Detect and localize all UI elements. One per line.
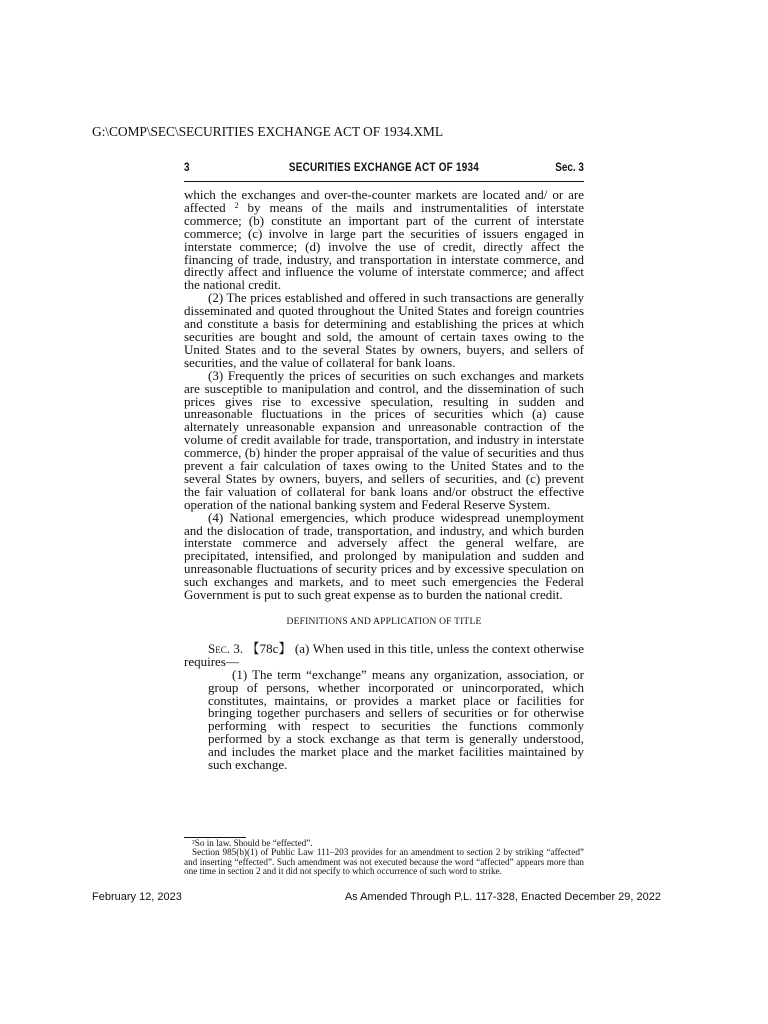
footer-date: February 12, 2023 <box>92 891 182 903</box>
header-rule <box>184 181 584 182</box>
paragraph-continued-text-a: which the exchanges and over-the-counter markets are located and/ or are affected <box>184 187 584 215</box>
footnote-note: Section 985(b)(1) of Public Law 111–203 provides for an amendment to section 2 by striking “affected” and inserting “effected”. Such amendment was not executed because the word “affected” appears more than one time in section 2 and it did not specify to which occurrence of such word to strike. <box>184 847 584 876</box>
document-body <box>184 189 584 772</box>
section-3-text: 【78c】 (a) When used in this title, unless the context otherwise requires— <box>184 640 584 669</box>
paragraph-continued <box>184 189 584 292</box>
footnotes <box>184 839 584 876</box>
page-number: 3 <box>184 162 190 174</box>
paragraph-4: (4) National emergencies, which produce widespread unemployment and the dislocation of trade, transportation, and industry, and which burden interstate commerce and adversely affect the general welfare, are precipitated, intensified, and prolonged by manipulation and sudden and unreasonable fluctuations of security prices and by excessive speculation on such exchanges and markets, and to meet such emergencies the Federal Government is put to such great expense as to burden the national credit. <box>184 509 584 603</box>
footnote-ref-2: 2 <box>234 200 239 210</box>
section-heading: DEFINITIONS AND APPLICATION OF TITLE <box>286 617 482 627</box>
footnote-2: ²So in law. Should be “effected”. <box>192 838 313 848</box>
paragraph-2: (2) The prices established and offered in such transactions are generally disseminated and quoted throughout the United States and foreign countries and constitute a basis for determining and establishing the prices at which securities are bought and sold, the amount of certain taxes owing to the United States and to the several States by owners, buyers, and sellers of securities, and the value of collateral for bank loans. <box>184 290 584 370</box>
paragraph-3: (3) Frequently the prices of securities on such exchanges and markets are susceptible to manipulation and control, and the dissemination of such prices gives rise to excessive speculation, resulting in sudden and unreasonable fluctuations in the prices of securities which (a) cause alternately unreasonable expansion and unreasonable contraction of the volume of credit available for trade, transportation, and industry in interstate commerce, (b) hinder the proper appraisal of the value of securities and thus prevent a fair calculation of taxes owing to the United States and to the several States by owners, buyers, and sellers of securities, and (c) prevent the fair valuation of collateral for bank loans and/or obstruct the effective operation of the national banking system and Federal Reserve System. <box>184 367 584 512</box>
definition-1: (1) The term “exchange” means any organization, association, or group of persons, whether incorporated or unincorporated, which constitutes, maintains, or provides a market place or facilities for bringing together purchasers and sellers of securities or for otherwise performing with respect to securities the functions commonly performed by a stock exchange as that term is generally understood, and includes the market place and the market facilities maintained by such exchange. <box>208 666 584 773</box>
section-3-label: Sec. 3. <box>208 640 244 656</box>
section-3-intro <box>184 640 584 669</box>
footer-amended: As Amended Through P.L. 117-328, Enacted December 29, 2022 <box>344 891 661 903</box>
running-head-section: Sec. 3 <box>555 162 584 174</box>
running-head-title: SECURITIES EXCHANGE ACT OF 1934 <box>288 162 479 174</box>
running-head <box>184 162 584 180</box>
paragraph-continued-text-b: by means of the mails and instrumentalities of interstate commerce; (b) constitute an important part of the current of interstate commerce; (c) involve in large part the securities of issuers engaged in interstate commerce; (d) involve the use of credit, directly affect the financing of trade, industry, and transportation in interstate commerce, and directly affect and influence the volume of interstate commerce; and affect the national credit. <box>184 199 585 293</box>
file-path: G:\COMP\SEC\SECURITIES EXCHANGE ACT OF 1934.XML <box>92 124 443 139</box>
